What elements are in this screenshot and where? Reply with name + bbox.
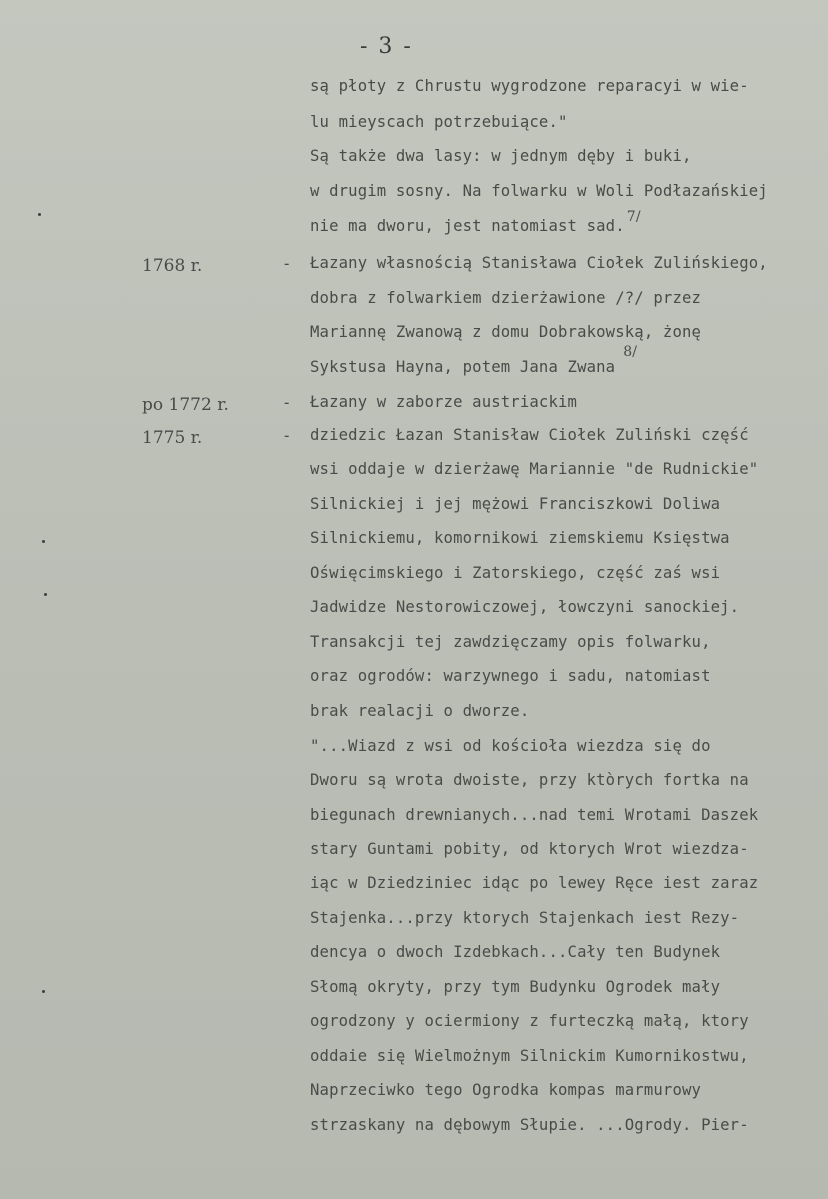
entry-dash: - <box>282 255 292 273</box>
text-line: biegunach drewnianych...nad temi Wrotami Daszek <box>310 806 759 824</box>
text-line: nie ma dworu, jest natomiast sad. 7/ <box>310 209 641 235</box>
paper-speck <box>38 213 41 216</box>
text-line: Transakcji tej zawdzięczamy opis folwarku, <box>310 633 711 651</box>
text-line: Stajenka...przy ktorych Stajenkach iest Rezy- <box>310 909 740 927</box>
text-line: Oświęcimskiego i Zatorskiego, część zaś wsi <box>310 564 721 582</box>
text-line: dziedzic Łazan Stanisław Ciołek Zuliński część <box>310 426 749 444</box>
text-line: Mariannę Zwanową z domu Dobrakowską, żonę <box>310 323 702 341</box>
text-line: Są także dwa lasy: w jednym dęby i buki, <box>310 147 692 165</box>
footnote-ref: 7/ <box>626 209 641 225</box>
text-line: stary Guntami pobity, od ktorych Wrot wiezdza- <box>310 840 749 858</box>
paper-speck <box>42 990 45 993</box>
text-line: Jadwidze Nestorowiczowej, łowczyni sanockiej. <box>310 598 740 616</box>
paper-speck <box>44 593 47 596</box>
text-line: iąc w Dziedziniec idąc po lewey Ręce iest zaraz <box>310 874 759 892</box>
text-line: "...Wiazd z wsi od kościoła wiezdza się do <box>310 737 711 755</box>
text-line: Silnickiemu, komornikowi ziemskiemu Księstwa <box>310 529 730 547</box>
entry-year: po 1772 r. <box>142 395 229 415</box>
footnote-ref: 8/ <box>623 344 638 360</box>
text-line: wsi oddaje w dzierżawę Mariannie "de Rudnickie" <box>310 460 759 478</box>
entry-year: 1775 r. <box>142 428 203 448</box>
text-line: lu mieyscach potrzebuiące." <box>310 113 568 131</box>
text-line: oraz ogrodów: warzywnego i sadu, natomiast <box>310 667 711 685</box>
entry-year: 1768 r. <box>142 256 203 276</box>
page-number: - 3 - <box>360 34 413 59</box>
text-line: Dworu są wrota dwoiste, przy ktòrych fortka na <box>310 771 749 789</box>
text-line: są płoty z Chrustu wygrodzone reparacyi w wie- <box>310 77 749 95</box>
text-line: Sykstusa Hayna, potem Jana Zwana8/ <box>310 344 638 376</box>
text-line: Naprzeciwko tego Ogrodka kompas marmurowy <box>310 1081 702 1099</box>
text-line: oddaie się Wielmożnym Silnickim Kumornikostwu, <box>310 1047 749 1065</box>
text-line: Słomą okryty, przy tym Budynku Ogrodek mały <box>310 978 721 996</box>
text-line: w drugim sosny. Na folwarku w Woli Podłazańskiej <box>310 182 768 200</box>
text-line: Łazany własnością Stanisława Ciołek Zulińskiego, <box>310 254 768 272</box>
text-line: dobra z folwarkiem dzierżawione /?/ przez <box>310 289 702 307</box>
paper-speck <box>42 540 45 543</box>
entry-dash: - <box>282 394 292 412</box>
text-line: brak realacji o dworze. <box>310 702 530 720</box>
text-line: ogrodzony y ociermiony z furteczką małą, ktory <box>310 1012 749 1030</box>
entry-dash: - <box>282 427 292 445</box>
text-line: dencya o dwoch Izdebkach...Cały ten Budynek <box>310 943 721 961</box>
text-line: Silnickiej i jej mężowi Franciszkowi Doliwa <box>310 495 721 513</box>
text-line: Łazany w zaborze austriackim <box>310 393 578 411</box>
text-line: strzaskany na dębowym Słupie. ...Ogrody. Pier- <box>310 1116 749 1134</box>
